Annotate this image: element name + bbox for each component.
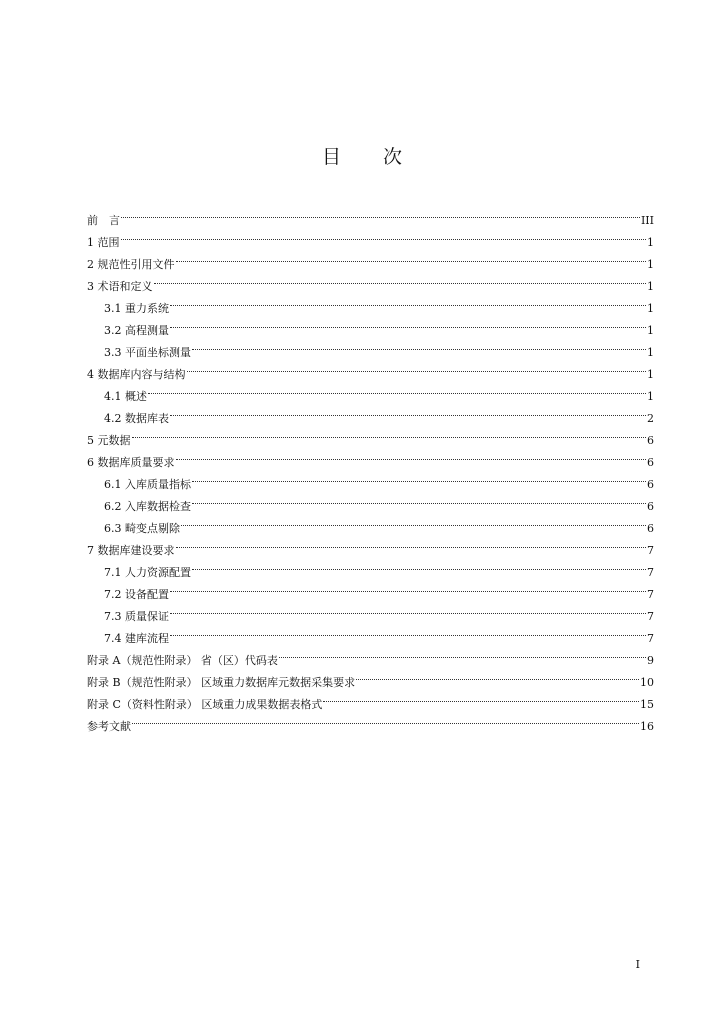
toc-leader-dots bbox=[323, 686, 639, 708]
toc-leader-dots bbox=[176, 532, 647, 554]
toc-entry[interactable] bbox=[87, 620, 654, 645]
toc-entry-label: 参考文献 bbox=[87, 720, 131, 733]
toc-entry-label: 附录 A（规范性附录） 省（区）代码表 bbox=[87, 654, 278, 667]
toc-leader-dots bbox=[192, 466, 646, 488]
toc-entry[interactable] bbox=[87, 312, 654, 337]
toc-entry-page: 9 bbox=[647, 654, 654, 667]
toc-leader-dots bbox=[192, 334, 646, 356]
toc-entry-page: 6 bbox=[647, 522, 654, 535]
toc-entry-page: 7 bbox=[647, 588, 654, 601]
toc-entry-page: 16 bbox=[640, 720, 654, 733]
toc-entry[interactable] bbox=[87, 202, 654, 227]
toc-entry-label: 7.2 设备配置 bbox=[104, 588, 169, 601]
page-title: 目 次 bbox=[321, 146, 421, 168]
toc-entry-page: 2 bbox=[647, 412, 654, 425]
toc-entry[interactable] bbox=[87, 378, 654, 403]
toc-entry[interactable] bbox=[87, 422, 654, 447]
toc-entry-label: 6.1 入库质量指标 bbox=[104, 478, 191, 491]
toc-entry-label: 3 术语和定义 bbox=[87, 280, 153, 293]
toc-leader-dots bbox=[170, 400, 646, 422]
toc-entry-page: 7 bbox=[647, 566, 654, 579]
toc-entry[interactable] bbox=[87, 290, 654, 315]
toc-entry-page: 1 bbox=[647, 258, 654, 271]
toc-leader-dots bbox=[121, 202, 640, 224]
toc-entry-page: 1 bbox=[647, 280, 654, 293]
toc-entry-label: 6.3 畸变点剔除 bbox=[104, 522, 180, 535]
page-number: I bbox=[635, 958, 640, 971]
toc-entry-label: 4.2 数据库表 bbox=[104, 412, 169, 425]
toc-entry[interactable] bbox=[87, 642, 654, 667]
toc-leader-dots bbox=[132, 422, 647, 444]
toc-entry-page: 1 bbox=[647, 324, 654, 337]
toc-entry[interactable] bbox=[87, 224, 654, 249]
toc-entry-page: 1 bbox=[647, 236, 654, 249]
toc-leader-dots bbox=[187, 356, 647, 378]
toc-leader-dots bbox=[170, 312, 646, 334]
toc-entry[interactable] bbox=[87, 268, 654, 293]
toc-entry-label: 7 数据库建设要求 bbox=[87, 544, 175, 557]
toc-entry-page: III bbox=[640, 214, 654, 227]
toc-leader-dots bbox=[170, 576, 646, 598]
toc-entry-label: 7.4 建库流程 bbox=[104, 632, 169, 645]
toc-leader-dots bbox=[148, 378, 646, 400]
toc-entry-label: 6.2 入库数据检查 bbox=[104, 500, 191, 513]
toc-entry-label: 3.2 高程测量 bbox=[104, 324, 169, 337]
toc-entry-page: 7 bbox=[647, 544, 654, 557]
toc-entry-page: 1 bbox=[647, 346, 654, 359]
toc-leader-dots bbox=[170, 290, 646, 312]
toc-entry-label: 1 范围 bbox=[87, 236, 120, 249]
toc-entry[interactable] bbox=[87, 334, 654, 359]
toc-entry[interactable] bbox=[87, 708, 654, 733]
toc-entry-label: 3.3 平面坐标测量 bbox=[104, 346, 191, 359]
toc-entry-label: 4.1 概述 bbox=[104, 390, 147, 403]
toc-entry-label: 2 规范性引用文件 bbox=[87, 258, 175, 271]
toc-entry-page: 7 bbox=[647, 632, 654, 645]
toc-entry[interactable] bbox=[87, 246, 654, 271]
toc-entry-label: 7.3 质量保证 bbox=[104, 610, 169, 623]
toc-leader-dots bbox=[154, 268, 647, 290]
toc-entry-page: 6 bbox=[647, 500, 654, 513]
toc-entry-page: 7 bbox=[647, 610, 654, 623]
toc-leader-dots bbox=[170, 598, 646, 620]
toc-entry-page: 6 bbox=[647, 456, 654, 469]
toc-entry-label: 4 数据库内容与结构 bbox=[87, 368, 186, 381]
toc-entry[interactable] bbox=[87, 576, 654, 601]
toc-entry-page: 6 bbox=[647, 478, 654, 491]
toc-leader-dots bbox=[279, 642, 646, 664]
toc-entry-page: 1 bbox=[647, 302, 654, 315]
toc-leader-dots bbox=[356, 664, 639, 686]
toc-leader-dots bbox=[192, 554, 646, 576]
toc-entry-page: 10 bbox=[640, 676, 654, 689]
toc-leader-dots bbox=[176, 444, 647, 466]
toc-entry[interactable] bbox=[87, 598, 654, 623]
toc-entry-page: 1 bbox=[647, 368, 654, 381]
toc-entry-label: 附录 B（规范性附录） 区域重力数据库元数据采集要求 bbox=[87, 676, 356, 689]
toc-entry-page: 15 bbox=[640, 698, 654, 711]
toc-entry-label: 前 言 bbox=[87, 214, 120, 227]
toc-entry-label: 7.1 人力资源配置 bbox=[104, 566, 191, 579]
toc-entry[interactable] bbox=[87, 444, 654, 469]
table-of-contents bbox=[87, 202, 654, 733]
toc-leader-dots bbox=[176, 246, 647, 268]
toc-leader-dots bbox=[132, 708, 639, 730]
toc-leader-dots bbox=[170, 620, 646, 642]
toc-entry-page: 1 bbox=[647, 390, 654, 403]
toc-leader-dots bbox=[121, 224, 647, 246]
toc-entry-label: 6 数据库质量要求 bbox=[87, 456, 175, 469]
toc-entry-label: 5 元数据 bbox=[87, 434, 131, 447]
toc-entry-label: 附录 C（资料性附录） 区域重力成果数据表格式 bbox=[87, 698, 323, 711]
toc-leader-dots bbox=[192, 488, 646, 510]
toc-leader-dots bbox=[181, 510, 646, 532]
toc-entry-page: 6 bbox=[647, 434, 654, 447]
toc-entry[interactable] bbox=[87, 400, 654, 425]
toc-entry-label: 3.1 重力系统 bbox=[104, 302, 169, 315]
